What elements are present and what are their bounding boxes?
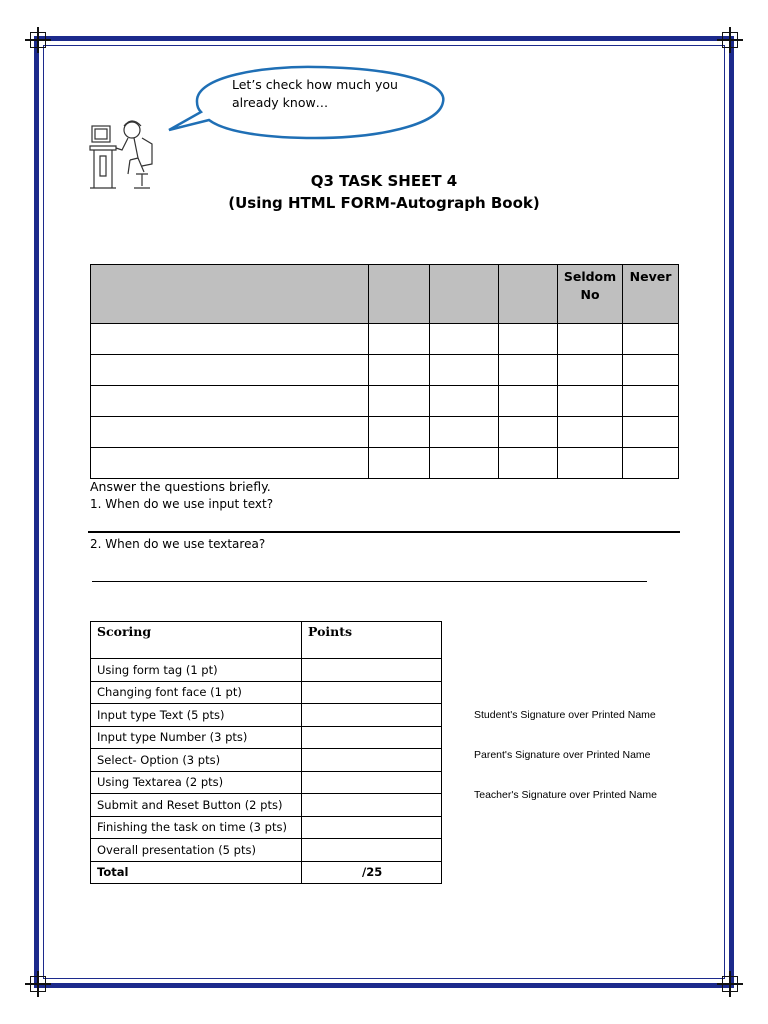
points-cell	[302, 726, 442, 749]
header-cell	[91, 265, 369, 324]
table-cell	[623, 417, 679, 448]
table-cell	[499, 386, 558, 417]
scoring-header-points: Points	[302, 622, 442, 659]
table-cell	[369, 448, 430, 479]
points-cell	[302, 659, 442, 682]
student-signature-label: Student's Signature over Printed Name	[474, 709, 656, 721]
points-cell	[302, 749, 442, 772]
table-cell	[558, 324, 623, 355]
table-row	[91, 355, 679, 386]
table-cell	[369, 417, 430, 448]
table-row	[91, 726, 442, 749]
table-cell	[558, 386, 623, 417]
page-title-line-2: (Using HTML FORM-Autograph Book)	[228, 194, 540, 212]
scoring-item: Select- Option (3 pts)	[91, 749, 302, 772]
table-cell	[623, 448, 679, 479]
answer-line-2	[92, 581, 647, 582]
table-cell	[91, 417, 369, 448]
scoring-item: Finishing the task on time (3 pts)	[91, 816, 302, 839]
table-row	[91, 794, 442, 817]
table-cell	[369, 386, 430, 417]
table-row	[91, 417, 679, 448]
table-row	[91, 749, 442, 772]
corner-ornament-top-right	[722, 32, 738, 48]
header-cell	[369, 265, 430, 324]
points-cell	[302, 794, 442, 817]
table-cell	[430, 448, 499, 479]
table-cell	[91, 448, 369, 479]
scoring-item: Input type Number (3 pts)	[91, 726, 302, 749]
points-cell	[302, 839, 442, 862]
table-cell	[430, 324, 499, 355]
points-cell	[302, 704, 442, 727]
table-cell	[623, 355, 679, 386]
rating-table-header	[91, 265, 679, 324]
table-cell	[499, 324, 558, 355]
question-1: 1. When do we use input text?	[90, 497, 274, 511]
speech-bubble-text	[232, 76, 412, 112]
corner-ornament-bottom-right	[722, 976, 738, 992]
table-cell	[91, 386, 369, 417]
header-seldom-line-2: No	[580, 287, 600, 302]
table-row	[91, 771, 442, 794]
scoring-item: Input type Text (5 pts)	[91, 704, 302, 727]
table-cell	[369, 355, 430, 386]
scoring-item: Changing font face (1 pt)	[91, 681, 302, 704]
header-cell	[430, 265, 499, 324]
header-never-label: Never	[629, 269, 672, 284]
table-cell	[369, 324, 430, 355]
table-row	[91, 448, 679, 479]
points-cell	[302, 816, 442, 839]
table-cell	[623, 324, 679, 355]
table-cell	[558, 448, 623, 479]
table-cell	[558, 355, 623, 386]
scoring-item: Using form tag (1 pt)	[91, 659, 302, 682]
scoring-total-row	[91, 861, 442, 884]
instruction-text: Answer the questions briefly.	[90, 479, 271, 494]
teacher-signature-label: Teacher's Signature over Printed Name	[474, 789, 657, 801]
question-2: 2. When do we use textarea?	[90, 537, 266, 551]
table-row	[91, 386, 679, 417]
scoring-header-item: Scoring	[91, 622, 302, 659]
table-cell	[499, 417, 558, 448]
header-cell-seldom	[558, 265, 623, 324]
corner-ornament-top-left	[30, 32, 46, 48]
table-cell	[430, 417, 499, 448]
points-cell	[302, 681, 442, 704]
header-cell-never	[623, 265, 679, 324]
table-cell	[430, 355, 499, 386]
table-cell	[430, 386, 499, 417]
rating-table	[90, 264, 679, 479]
table-cell	[558, 417, 623, 448]
header-seldom-line-1: Seldom	[563, 269, 617, 284]
bubble-line-2: already know…	[232, 95, 329, 110]
table-cell	[499, 448, 558, 479]
page-title-line-1: Q3 TASK SHEET 4	[310, 172, 458, 190]
table-cell	[499, 355, 558, 386]
scoring-item: Submit and Reset Button (2 pts)	[91, 794, 302, 817]
header-cell	[499, 265, 558, 324]
bubble-line-1: Let’s check how much you	[232, 77, 398, 92]
scoring-header	[91, 622, 442, 659]
table-row	[91, 681, 442, 704]
scoring-item: Overall presentation (5 pts)	[91, 839, 302, 862]
total-label: Total	[91, 861, 302, 884]
table-row	[91, 659, 442, 682]
table-row	[91, 324, 679, 355]
corner-ornament-bottom-left	[30, 976, 46, 992]
table-row	[91, 704, 442, 727]
scoring-item: Using Textarea (2 pts)	[91, 771, 302, 794]
total-value: /25	[302, 861, 442, 884]
table-row	[91, 816, 442, 839]
scoring-table	[90, 621, 442, 884]
table-cell	[623, 386, 679, 417]
points-cell	[302, 771, 442, 794]
parent-signature-label: Parent's Signature over Printed Name	[474, 749, 651, 761]
table-cell	[91, 324, 369, 355]
table-cell	[91, 355, 369, 386]
table-row	[91, 839, 442, 862]
answer-line-1	[88, 531, 680, 533]
